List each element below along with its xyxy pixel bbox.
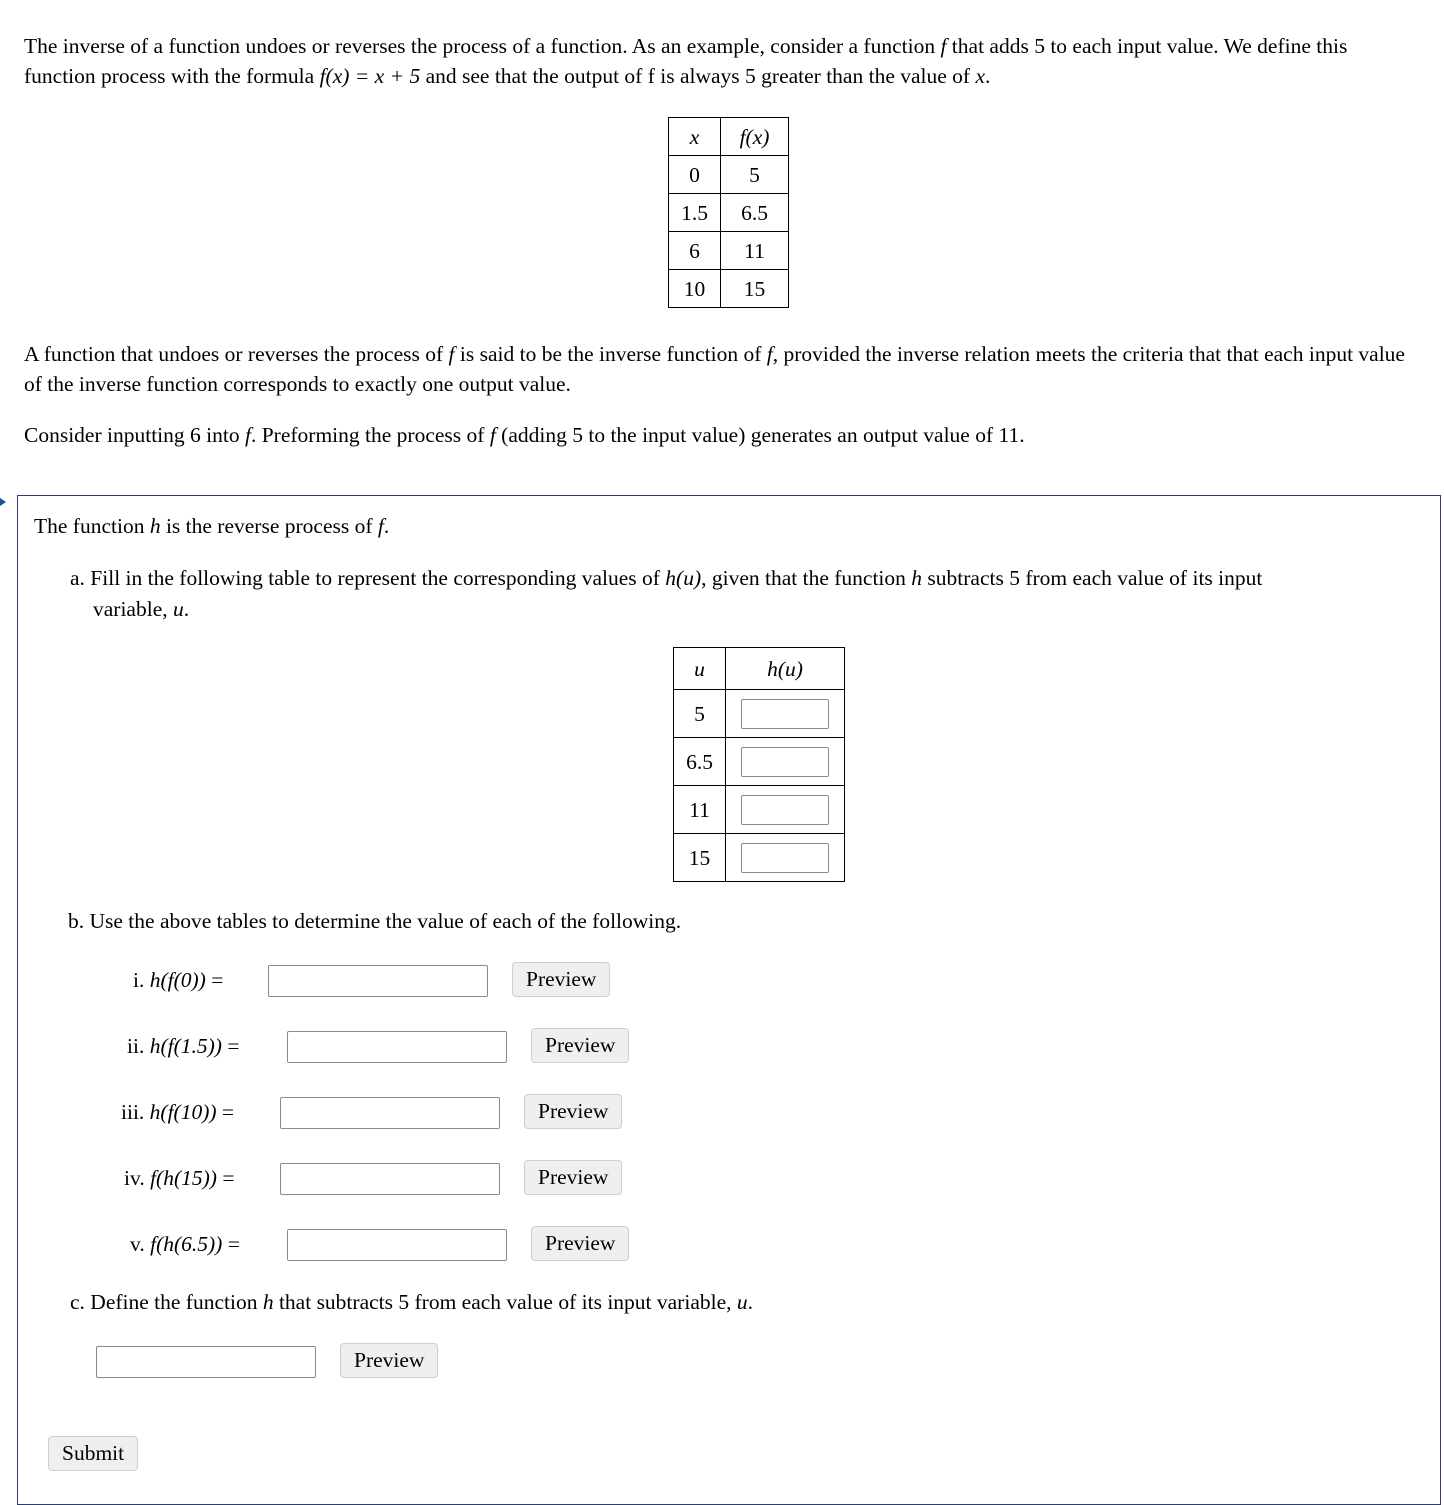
para-text: (adding 5 to the input value) generates an output value of: [495, 423, 999, 447]
h-table-answer-cell: [726, 738, 845, 786]
para-text: . Preforming the process of: [250, 423, 490, 447]
math-h: h: [262, 1290, 274, 1314]
f-h-15-answer-input[interactable]: [280, 1163, 500, 1195]
item-number: ii.: [127, 1034, 150, 1058]
item-expression: h(f(0)): [149, 968, 206, 992]
math-hu: h(u): [665, 566, 702, 590]
math-x: x: [975, 64, 985, 88]
part-a-line2: [93, 594, 189, 624]
f-table-cell: 0: [669, 156, 721, 194]
math-f: f: [940, 34, 947, 58]
item-number: i.: [133, 968, 150, 992]
preview-button[interactable]: Preview: [531, 1226, 629, 1261]
math-f: f: [377, 514, 384, 538]
item-number: iv.: [124, 1166, 151, 1190]
h-table-cell: 11: [674, 786, 726, 834]
example-paragraph: [24, 420, 1424, 450]
f-table-cell: 6: [669, 232, 721, 270]
f-table-cell: 6.5: [721, 194, 789, 232]
panel-text: subtracts 5 from each value of its input: [922, 566, 1263, 590]
f-values-table: [668, 117, 789, 308]
table-row: [674, 834, 845, 882]
panel-text: a. Fill in the following table to represent the corresponding values of: [70, 566, 666, 590]
math-f: f: [489, 423, 496, 447]
math-u: u: [173, 597, 184, 621]
math-f: f: [244, 423, 251, 447]
preview-button[interactable]: Preview: [340, 1343, 438, 1378]
math-h: h: [149, 514, 161, 538]
preview-button[interactable]: Preview: [512, 962, 610, 997]
panel-text: is the reverse process of: [160, 514, 378, 538]
h-table-answer-cell: [726, 690, 845, 738]
h-table-answer-cell: [726, 786, 845, 834]
f-table-cell: 5: [721, 156, 789, 194]
f-table-cell: 10: [669, 270, 721, 308]
equals-sign: =: [216, 1100, 235, 1124]
table-row: [669, 270, 789, 308]
equals-sign: =: [222, 1232, 240, 1256]
para-text: .: [1019, 423, 1025, 447]
inverse-definition-paragraph: [24, 339, 1424, 399]
formula: f(x) = x + 5: [319, 64, 421, 88]
f-h-6.5-answer-input[interactable]: [287, 1229, 507, 1261]
item-expression: f(h(6.5)): [150, 1232, 223, 1256]
h-f-0-answer-input[interactable]: [268, 965, 488, 997]
intro-text: and see that the output of f is always 5 greater than the value of: [420, 64, 976, 88]
intro-text: The inverse of a function undoes or reverses the process of a function. As an example, consider a function: [24, 34, 941, 58]
h-of-11-input[interactable]: [741, 795, 829, 825]
part-c-prompt: [70, 1287, 753, 1317]
panel-text: , given that the function: [701, 566, 912, 590]
table-row: [669, 156, 789, 194]
part-b-iv-label: [124, 1163, 234, 1193]
h-f-10-answer-input[interactable]: [280, 1097, 500, 1129]
output-value: 11: [998, 423, 1020, 447]
math-u: u: [736, 1290, 748, 1314]
para-text: is said to be the inverse function of: [454, 342, 767, 366]
item-expression: h(f(1.5)): [149, 1034, 222, 1058]
panel-text: The function: [34, 514, 150, 538]
item-number: iii.: [121, 1100, 150, 1124]
h-of-15-input[interactable]: [741, 843, 829, 873]
part-b-ii-label: [127, 1031, 239, 1061]
table-row: [674, 786, 845, 834]
f-table-cell: 1.5: [669, 194, 721, 232]
h-values-table: [673, 647, 845, 882]
math-h: h: [911, 566, 923, 590]
panel-text: c. Define the function: [70, 1290, 263, 1314]
preview-button[interactable]: Preview: [524, 1160, 622, 1195]
current-problem-marker-icon: [0, 498, 6, 506]
f-table-cell: 11: [721, 232, 789, 270]
table-row: [674, 738, 845, 786]
f-table-header-x: x: [669, 118, 721, 156]
preview-button[interactable]: Preview: [524, 1094, 622, 1129]
h-table-cell: 5: [674, 690, 726, 738]
intro-paragraph: [24, 31, 1424, 91]
intro-text: .: [985, 64, 991, 88]
h-of-5-input[interactable]: [741, 699, 829, 729]
para-text: , provided the inverse relation meets the criteria that that each input value of the inverse function corresponds to exactly one output value.: [24, 342, 1405, 396]
equals-sign: =: [205, 968, 224, 992]
h-table-cell: 15: [674, 834, 726, 882]
part-b-iii-label: [121, 1097, 234, 1127]
h-table-header-hu: h(u): [726, 648, 845, 690]
intro-text: that adds 5 to each input value. We define this function process with the formula: [24, 34, 1348, 88]
h-table-header-u: u: [674, 648, 726, 690]
panel-intro: [34, 511, 389, 541]
h-table-answer-cell: [726, 834, 845, 882]
equals-sign: =: [221, 1034, 240, 1058]
item-number: v.: [130, 1232, 151, 1256]
part-a-line1: [70, 563, 1262, 593]
math-f: f: [448, 342, 455, 366]
math-f: f: [766, 342, 773, 366]
item-expression: h(f(10)): [149, 1100, 217, 1124]
panel-text: that subtracts 5 from each value of its input variable,: [273, 1290, 737, 1314]
h-of-6.5-input[interactable]: [741, 747, 829, 777]
item-expression: f(h(15)): [150, 1166, 217, 1190]
panel-text: variable,: [93, 597, 173, 621]
h-f-1.5-answer-input[interactable]: [287, 1031, 507, 1063]
f-table-cell: 15: [721, 270, 789, 308]
f-table-header-fx: f(x): [721, 118, 789, 156]
table-row: [669, 232, 789, 270]
equals-sign: =: [216, 1166, 235, 1190]
panel-text: .: [747, 1290, 754, 1314]
h-definition-input[interactable]: [96, 1346, 316, 1378]
part-b-i-label: [133, 965, 223, 995]
para-text: A function that undoes or reverses the process of: [24, 342, 449, 366]
part-b-prompt: b. Use the above tables to determine the value of each of the following.: [68, 909, 682, 933]
h-table-cell: 6.5: [674, 738, 726, 786]
preview-button[interactable]: Preview: [531, 1028, 629, 1063]
part-b-v-label: [130, 1229, 240, 1259]
para-text: Consider inputting 6 into: [24, 423, 245, 447]
panel-text: .: [383, 514, 390, 538]
table-row: [674, 690, 845, 738]
panel-text: .: [183, 597, 190, 621]
table-row: [669, 194, 789, 232]
submit-button[interactable]: Submit: [48, 1436, 138, 1471]
